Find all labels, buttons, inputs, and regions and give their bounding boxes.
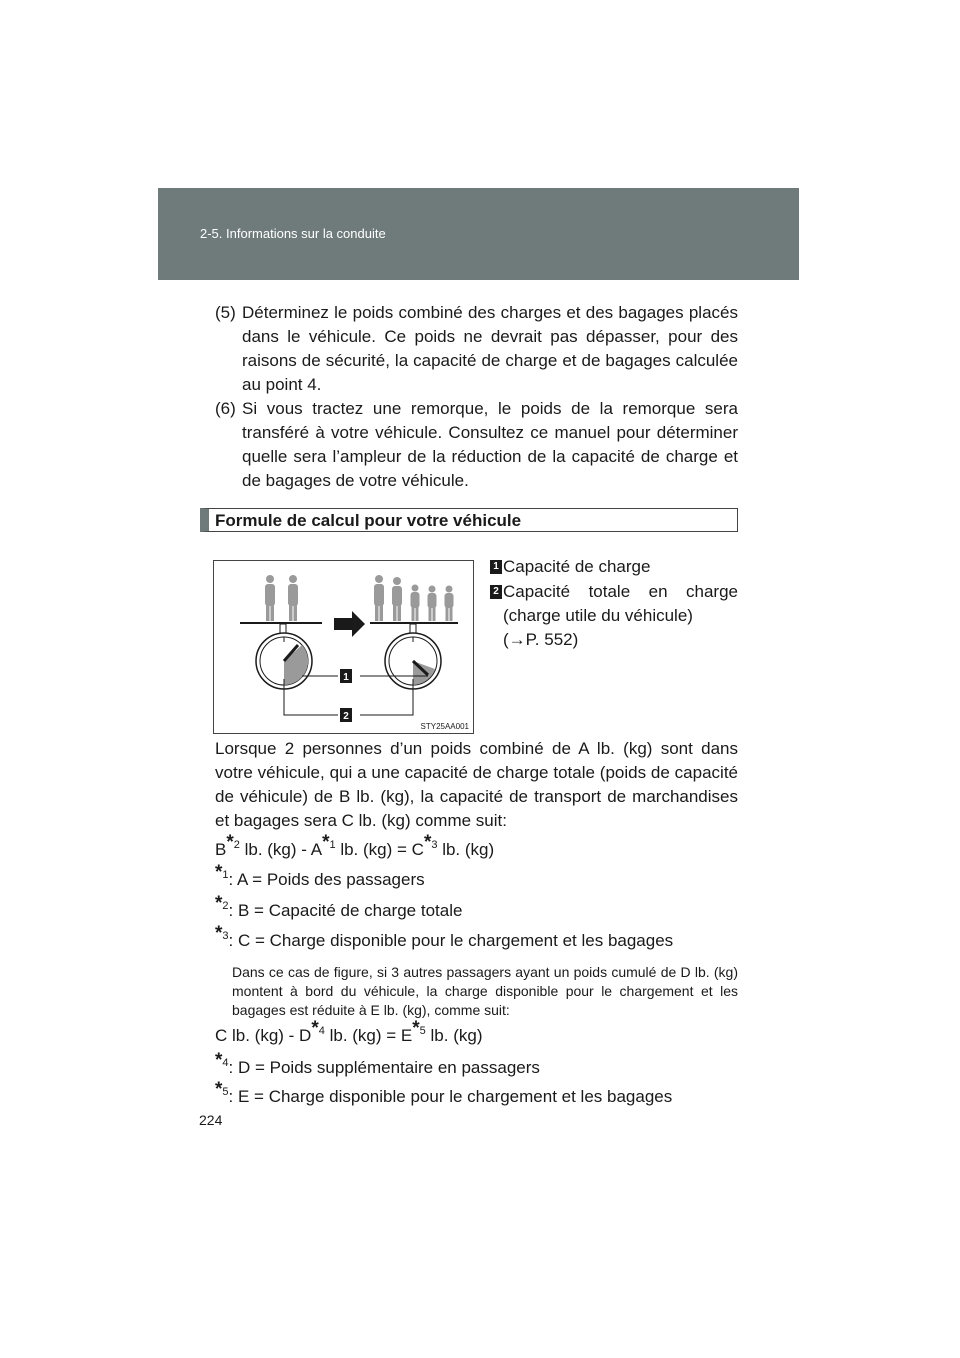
legend-item-1: [490, 555, 738, 579]
page-number: 224: [199, 1112, 223, 1128]
section-heading: [200, 508, 738, 532]
arrow-icon: [334, 611, 365, 637]
legend-item-2: [490, 580, 738, 652]
step-number: (5): [215, 303, 236, 322]
callout-label-2: 2: [343, 711, 349, 722]
note-paragraph: Dans ce cas de figure, si 3 autres passagers ayant un poids cumulé de D lb. (kg) montent à bord du véhicule, la charge disponible pour le chargement et les bagages est réduite à E lb. (kg), comme suit:: [232, 964, 738, 1018]
legend-text: Capacité totale en charge (charge utile du véhicule): [503, 582, 738, 625]
footnote-1: $^{*1}$: A = Poids des passagers: [215, 862, 425, 889]
intro-paragraph: Lorsque 2 personnes d’un poids combiné de A lb. (kg) sont dans votre véhicule, qui a une capacité de charge totale (poids de capacité de véhicule) de B lb. (kg), la capacité de transport de marchandises et bagages sera C lb. (kg) comme suit:: [215, 739, 738, 830]
legend-badge: 2: [490, 585, 502, 599]
passengers-after-icon: [374, 575, 454, 621]
legend-badge: 1: [490, 560, 502, 574]
legend-page-ref: (→P. 552): [503, 630, 579, 649]
footnote-4: $^{*4}$: D = Poids supplémentaire en passagers: [215, 1050, 540, 1077]
callout-label-1: 1: [343, 672, 349, 683]
step-number: (6): [215, 399, 236, 418]
footnote-5: $^{*5}$: E = Charge disponible pour le chargement et les bagages: [215, 1079, 673, 1106]
formula-2: C lb. $(kg) - D^{*4}$ lb. $(kg) = E^{*5}$ lb. (kg): [215, 1018, 483, 1045]
legend-text: Capacité de charge: [503, 557, 651, 576]
load-capacity-figure: [213, 560, 474, 734]
footnote-3: $^{*3}$: C = Charge disponible pour le chargement et les bagages: [215, 923, 674, 950]
step-6: [215, 397, 738, 493]
passengers-before-icon: [265, 575, 298, 621]
step-5: [215, 301, 738, 397]
step-text: Déterminez le poids combiné des charges et des bagages placés dans le véhicule. Ce poids ne devrait pas dépasser, pour des raisons de sécurité, la capacité de charge et de bagages calculée au point 4.: [242, 303, 738, 394]
chapter-title: 2-5. Informations sur la conduite: [200, 226, 386, 241]
figure-code: STY25AA001: [420, 722, 469, 731]
section-title: Formule de calcul pour votre véhicule: [215, 511, 522, 530]
step-text: Si vous tractez une remorque, le poids de la remorque sera transféré à votre véhicule. Consultez ce manuel pour déterminer quelle sera l’ampleur de la réduction de la capacité de charge et de bagages de votre véhicule.: [242, 399, 738, 490]
footnote-2: $^{*2}$: B = Capacité de charge totale: [215, 893, 463, 920]
chapter-header: [158, 188, 799, 280]
formula-1: $B^{*2}$ lb. $(kg) - A^{*1}$ lb. $(kg) = C^{*3}$ lb. (kg): [215, 832, 495, 859]
load-diagram: [214, 561, 473, 733]
